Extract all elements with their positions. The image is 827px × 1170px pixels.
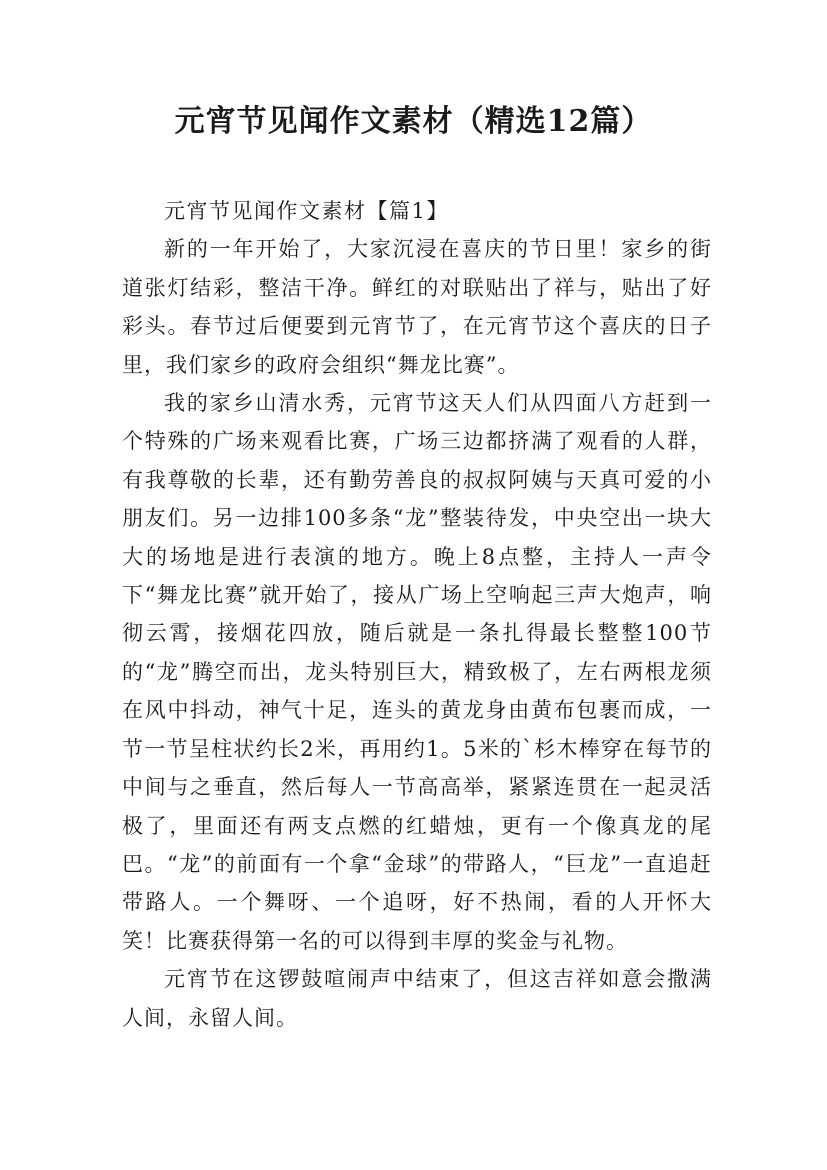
document-title: 元宵节见闻作文素材（精选12篇） <box>174 104 653 139</box>
paragraph-3: 元宵节在这锣鼓喧闹声中结束了，但这吉祥如意会撒满人间，永留人间。 <box>122 967 712 1030</box>
document-body <box>122 192 712 1037</box>
paragraph-2: 我的家乡山清水秀，元宵节这天人们从四面八方赶到一个特殊的广场来观看比赛，广场三边都挤满了观看的人群，有我尊敬的长辈，还有勤劳善良的叔叔阿姨与天真可爱的小朋友们。另一边排100多条“龙”整装待发，中央空出一块大大的场地是进行表演的地方。晚上8点整，主持人一声令下“舞龙比赛”就开始了，接从广场上空响起三声大炮声，响彻云霄，接烟花四放，随后就是一条扎得最长整整100节的“龙”腾空而出，龙头特别巨大，精致极了，左右两根龙须在风中抖动，神气十足，连头的黄龙身由黄布包裹而成，一节一节呈柱状约长2米，再用约1。5米的`杉木棒穿在每节的中间与之垂直，然后每人一节高高举，紧紧连贯在一起灵活极了，里面还有两支点燃的红蜡烛，更有一个像真龙的尾巴。“龙”的前面有一个拿“金球”的带路人，“巨龙”一直追赶带路人。一个舞呀、一个追呀，好不热闹，看的人开怀大笑！比赛获得第一名的可以得到丰厚的奖金与礼物。 <box>122 391 712 953</box>
paragraph-1: 新的一年开始了，大家沉浸在喜庆的节日里！家乡的街道张灯结彩，整洁干净。鲜红的对联贴出了祥与，贴出了好彩头。春节过后便要到元宵节了，在元宵节这个喜庆的日子里，我们家乡的政府会组织“舞龙比赛”。 <box>122 237 712 377</box>
section-heading: 元宵节见闻作文素材【篇1】 <box>164 199 449 223</box>
